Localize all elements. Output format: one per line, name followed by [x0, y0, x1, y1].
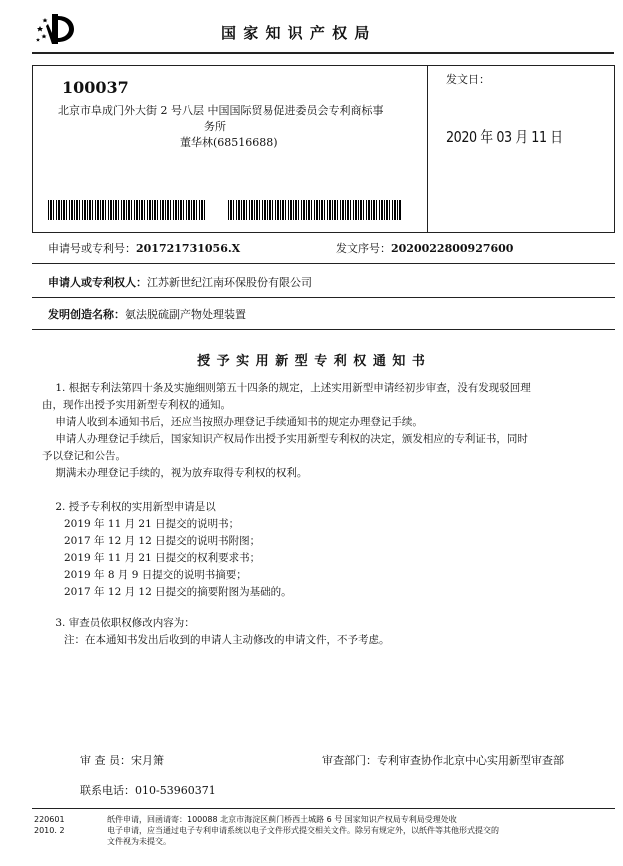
- paragraph-2-item: 2019 年 11 月 21 日提交的权利要求书；: [64, 552, 261, 564]
- applicant-row: [48, 276, 312, 289]
- cnipa-logo: [34, 12, 76, 48]
- info-rule-2: [32, 297, 615, 298]
- footer-note-1: 纸件申请，回函请寄：100088 北京市海淀区蓟门桥西土城路 6 号 国家知识产权局专利局受理处收: [107, 815, 457, 824]
- paragraph-1-line-5: 予以登记和公告。: [42, 450, 126, 462]
- department: 专利审查协作北京中心实用新型审查部: [377, 754, 564, 767]
- barcode-right: [228, 200, 402, 220]
- serial-number: 2020022800927600: [391, 242, 514, 255]
- serial-number-row: [336, 242, 513, 255]
- phone-number: 010-53960371: [135, 784, 216, 797]
- info-rule-1: [32, 263, 615, 264]
- examiner-row: [80, 754, 164, 767]
- paragraph-1-line-2: 由，现作出授予实用新型专利权的通知。: [42, 399, 231, 411]
- address-box-bottom: [32, 232, 615, 233]
- examiner-label: 审 查 员：: [80, 754, 131, 767]
- paragraph-3-head: 3. 审查员依职权修改内容为：: [42, 617, 195, 629]
- paragraph-1-line-4: 申请人办理登记手续后，国家知识产权局作出授予实用新型专利权的决定，颁发相应的专利证书，同时: [42, 433, 528, 445]
- footer-note-2: 电子申请，应当通过电子专利申请系统以电子文件形式提交相关文件。除另有规定外，以纸件等其他形式提交的: [107, 826, 499, 835]
- postcode: 100037: [62, 78, 129, 97]
- application-number-label: 申请号或专利号：: [48, 242, 136, 255]
- invention-title: 氨法脱硫副产物处理装置: [125, 308, 246, 321]
- address-line-1: 北京市阜成门外大街 2 号八层 中国国际贸易促进委员会专利商标事: [58, 104, 384, 117]
- address-line-2: 务所: [204, 120, 226, 133]
- notice-title: 授 予 实 用 新 型 专 利 权 通 知 书: [197, 354, 426, 369]
- department-label: 审查部门：: [322, 754, 377, 767]
- paragraph-1-line-3: 申请人收到本通知书后，还应当按照办理登记手续通知书的规定办理登记手续。: [42, 416, 423, 428]
- office-title: 国 家 知 识 产 权 局: [221, 24, 371, 42]
- address-box-divider: [427, 65, 428, 233]
- paragraph-2-item: 2017 年 12 月 12 日提交的摘要附图为基础的。: [64, 586, 292, 598]
- examiner-name: 宋月箫: [131, 754, 164, 767]
- footer-note-3: 文件视为未提交。: [107, 837, 171, 846]
- paragraph-1-line-1: 1. 根据专利法第四十条及实施细则第五十四条的规定，上述实用新型申请经初步审查，没有发现驳回理: [42, 382, 531, 394]
- paragraph-1-line-6: 期满未办理登记手续的，视为放弃取得专利权的权利。: [42, 467, 308, 479]
- phone-label: 联系电话：: [80, 784, 135, 797]
- paragraph-2-item: 2019 年 11 月 21 日提交的说明书；: [64, 518, 240, 530]
- applicant-label: 申请人或专利权人：: [48, 276, 147, 289]
- paragraph-2-head: 2. 授予专利权的实用新型申请是以: [42, 501, 216, 513]
- invention-row: [48, 308, 246, 321]
- info-rule-3: [32, 329, 615, 330]
- address-box-right: [614, 65, 615, 233]
- form-code-1: 220601: [34, 815, 65, 824]
- address-box-left: [32, 65, 33, 233]
- form-code-2: 2010. 2: [34, 826, 65, 835]
- contact-name: 董华林(68516688): [180, 136, 278, 149]
- issue-date: 2020 年 03 月 11 日: [446, 128, 563, 146]
- applicant: 江苏新世纪江南环保股份有限公司: [147, 276, 312, 289]
- invention-label: 发明创造名称：: [48, 308, 125, 321]
- header-rule: [32, 52, 614, 54]
- serial-number-label: 发文序号：: [336, 242, 391, 255]
- footer-rule: [32, 808, 615, 809]
- paragraph-3-note: 注：在本通知书发出后收到的申请人主动修改的申请文件，不予考虑。: [64, 634, 390, 646]
- barcode-left: [48, 200, 206, 220]
- application-number-row: [48, 242, 240, 255]
- issue-date-label: 发文日：: [446, 73, 490, 86]
- paragraph-2-item: 2017 年 12 月 12 日提交的说明书附图；: [64, 535, 261, 547]
- department-row: [322, 754, 564, 767]
- phone-row: [80, 784, 216, 797]
- address-box-top: [32, 65, 615, 66]
- paragraph-2-item: 2019 年 8 月 9 日提交的说明书摘要；: [64, 569, 247, 581]
- application-number: 201721731056.X: [136, 242, 241, 255]
